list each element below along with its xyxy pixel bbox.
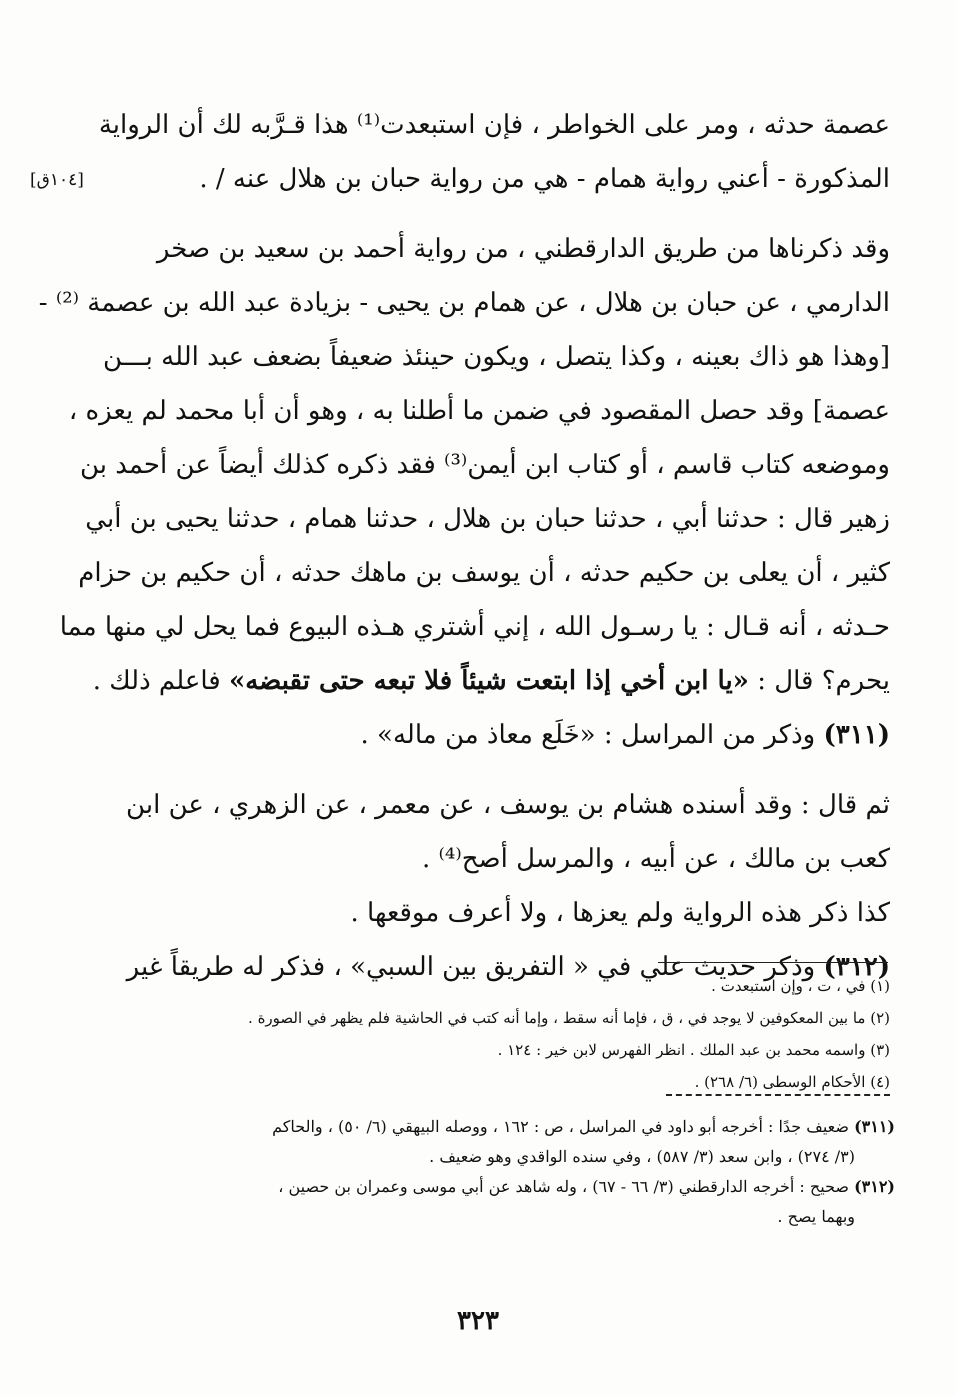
note-text: ضعيف جدًا : أخرجه أبو داود في المراسل ، ص : ١٦٢ ، ووصله البيهقي (٦/ ٥٠) ، والحاكم [272,1117,855,1136]
entry-text: وذكر من المراسل : «خَلَع معاذ من ماله» . [360,720,824,750]
entry-number: (٣١١) [823,720,890,750]
text-line: زهير قال : حدثنا أبي ، حدثنا حبان بن هلال ، حدثنا همام ، حدثنا يحيى بن أبي [85,504,890,534]
text-line: كعب بن مالك ، عن أبيه ، والمرسل أصح⁽⁴⁾ . [422,844,890,874]
note-number: (٣١٢) [854,1177,895,1196]
takhrij-311 [170,1112,895,1142]
takhrij-311-cont: (٣/ ٢٧٤) ، وابن سعد (٣/ ٥٨٧) ، وفي سنده الواقدي وهو ضعيف . [429,1147,855,1166]
text-line: وموضعه كتاب قاسم ، أو كتاب ابن أيمن⁽³⁾ فقد ذكره كذلك أيضاً عن أحمد بن [79,450,890,480]
footnote-2: (٢) ما بين المعكوفين لا يوجد في ، ق ، فإما أنه سقط ، وإما أنه كتب في الحاشية فلم يظهر في الصورة . [248,1009,890,1027]
text-segment: فاعلم ذلك . [92,666,229,696]
footnote-4: (٤) الأحكام الوسطى (٦/ ٢٦٨) . [694,1073,890,1091]
footnote-divider [658,962,888,963]
takhrij-312-cont: وبهما يصح . [777,1207,855,1226]
text-line: كثير ، أن يعلى بن حكيم حدثه ، أن يوسف بن ماهك حدثه ، أن حكيم بن حزام [78,558,890,588]
entry-number: (٣١٢) [823,952,890,982]
footnote-1: (١) في ، ت ، وإن استبعدت . [711,977,890,995]
page-number: ٣٢٣ [457,1306,499,1336]
note-number: (٣١١) [854,1117,895,1136]
text-line [92,654,890,708]
text-line: [وهذا هو ذاك بعينه ، وكذا يتصل ، ويكون حينئذ ضعيفاً بضعف عبد الله بـــن [103,342,890,372]
takhrij-divider [666,1094,890,1096]
hadith-quote: «يا ابن أخي إذا ابتعت شيئاً فلا تبعه حتى تقبضه» [228,666,749,696]
text-line: حـدثه ، أنه قـال : يا رسـول الله ، إني أشتري هـذه البيوع فما يحل لي منها مما [59,612,890,642]
text-line: الدارمي ، عن حبان بن هلال ، عن همام بن يحيى - بزيادة عبد الله بن عصمة ⁽²⁾ - [38,288,890,318]
footnotes [170,970,890,1098]
text-segment: يحرم؟ قال : [748,666,890,696]
text-line: عصمة] وقد حصل المقصود في ضمن ما أطلنا به ، وهو أن أبا محمد لم يعزه ، [68,396,890,426]
takhrij-312 [170,1172,895,1202]
footnote-3: (٣) واسمه محمد بن عبد الملك . انظر الفهرس لابن خير : ١٢٤ . [497,1041,890,1059]
text-line: ثم قال : وقد أسنده هشام بن يوسف ، عن معمر ، عن الزهري ، عن ابن [126,790,890,820]
text-line: وقد ذكرناها من طريق الدارقطني ، من رواية أحمد بن سعيد بن صخر [156,234,890,264]
entry-311 [170,708,890,762]
text-line: كذا ذكر هذه الرواية ولم يعزها ، ولا أعرف موقعها . [350,898,890,928]
manuscript-folio-ref: [١٠٤ق] [30,170,84,190]
text-line: عصمة حدثه ، ومر على الخواطر ، فإن استبعدت⁽¹⁾ هذا قـرَّبه لك أن الرواية [98,110,890,140]
entry-text: وذكر حديث علي في « التفريق بين السبي» ، فذكر له طريقاً غير [126,952,824,982]
text-line: المذكورة - أعني رواية همام - هي من رواية حبان بن هلال عنه / . [199,164,890,194]
takhrij-notes [170,1112,895,1232]
note-text: صحيح : أخرجه الدارقطني (٣/ ٦٦ - ٦٧) ، وله شاهد عن أبي موسى وعمران بن حصين ، [278,1177,855,1196]
